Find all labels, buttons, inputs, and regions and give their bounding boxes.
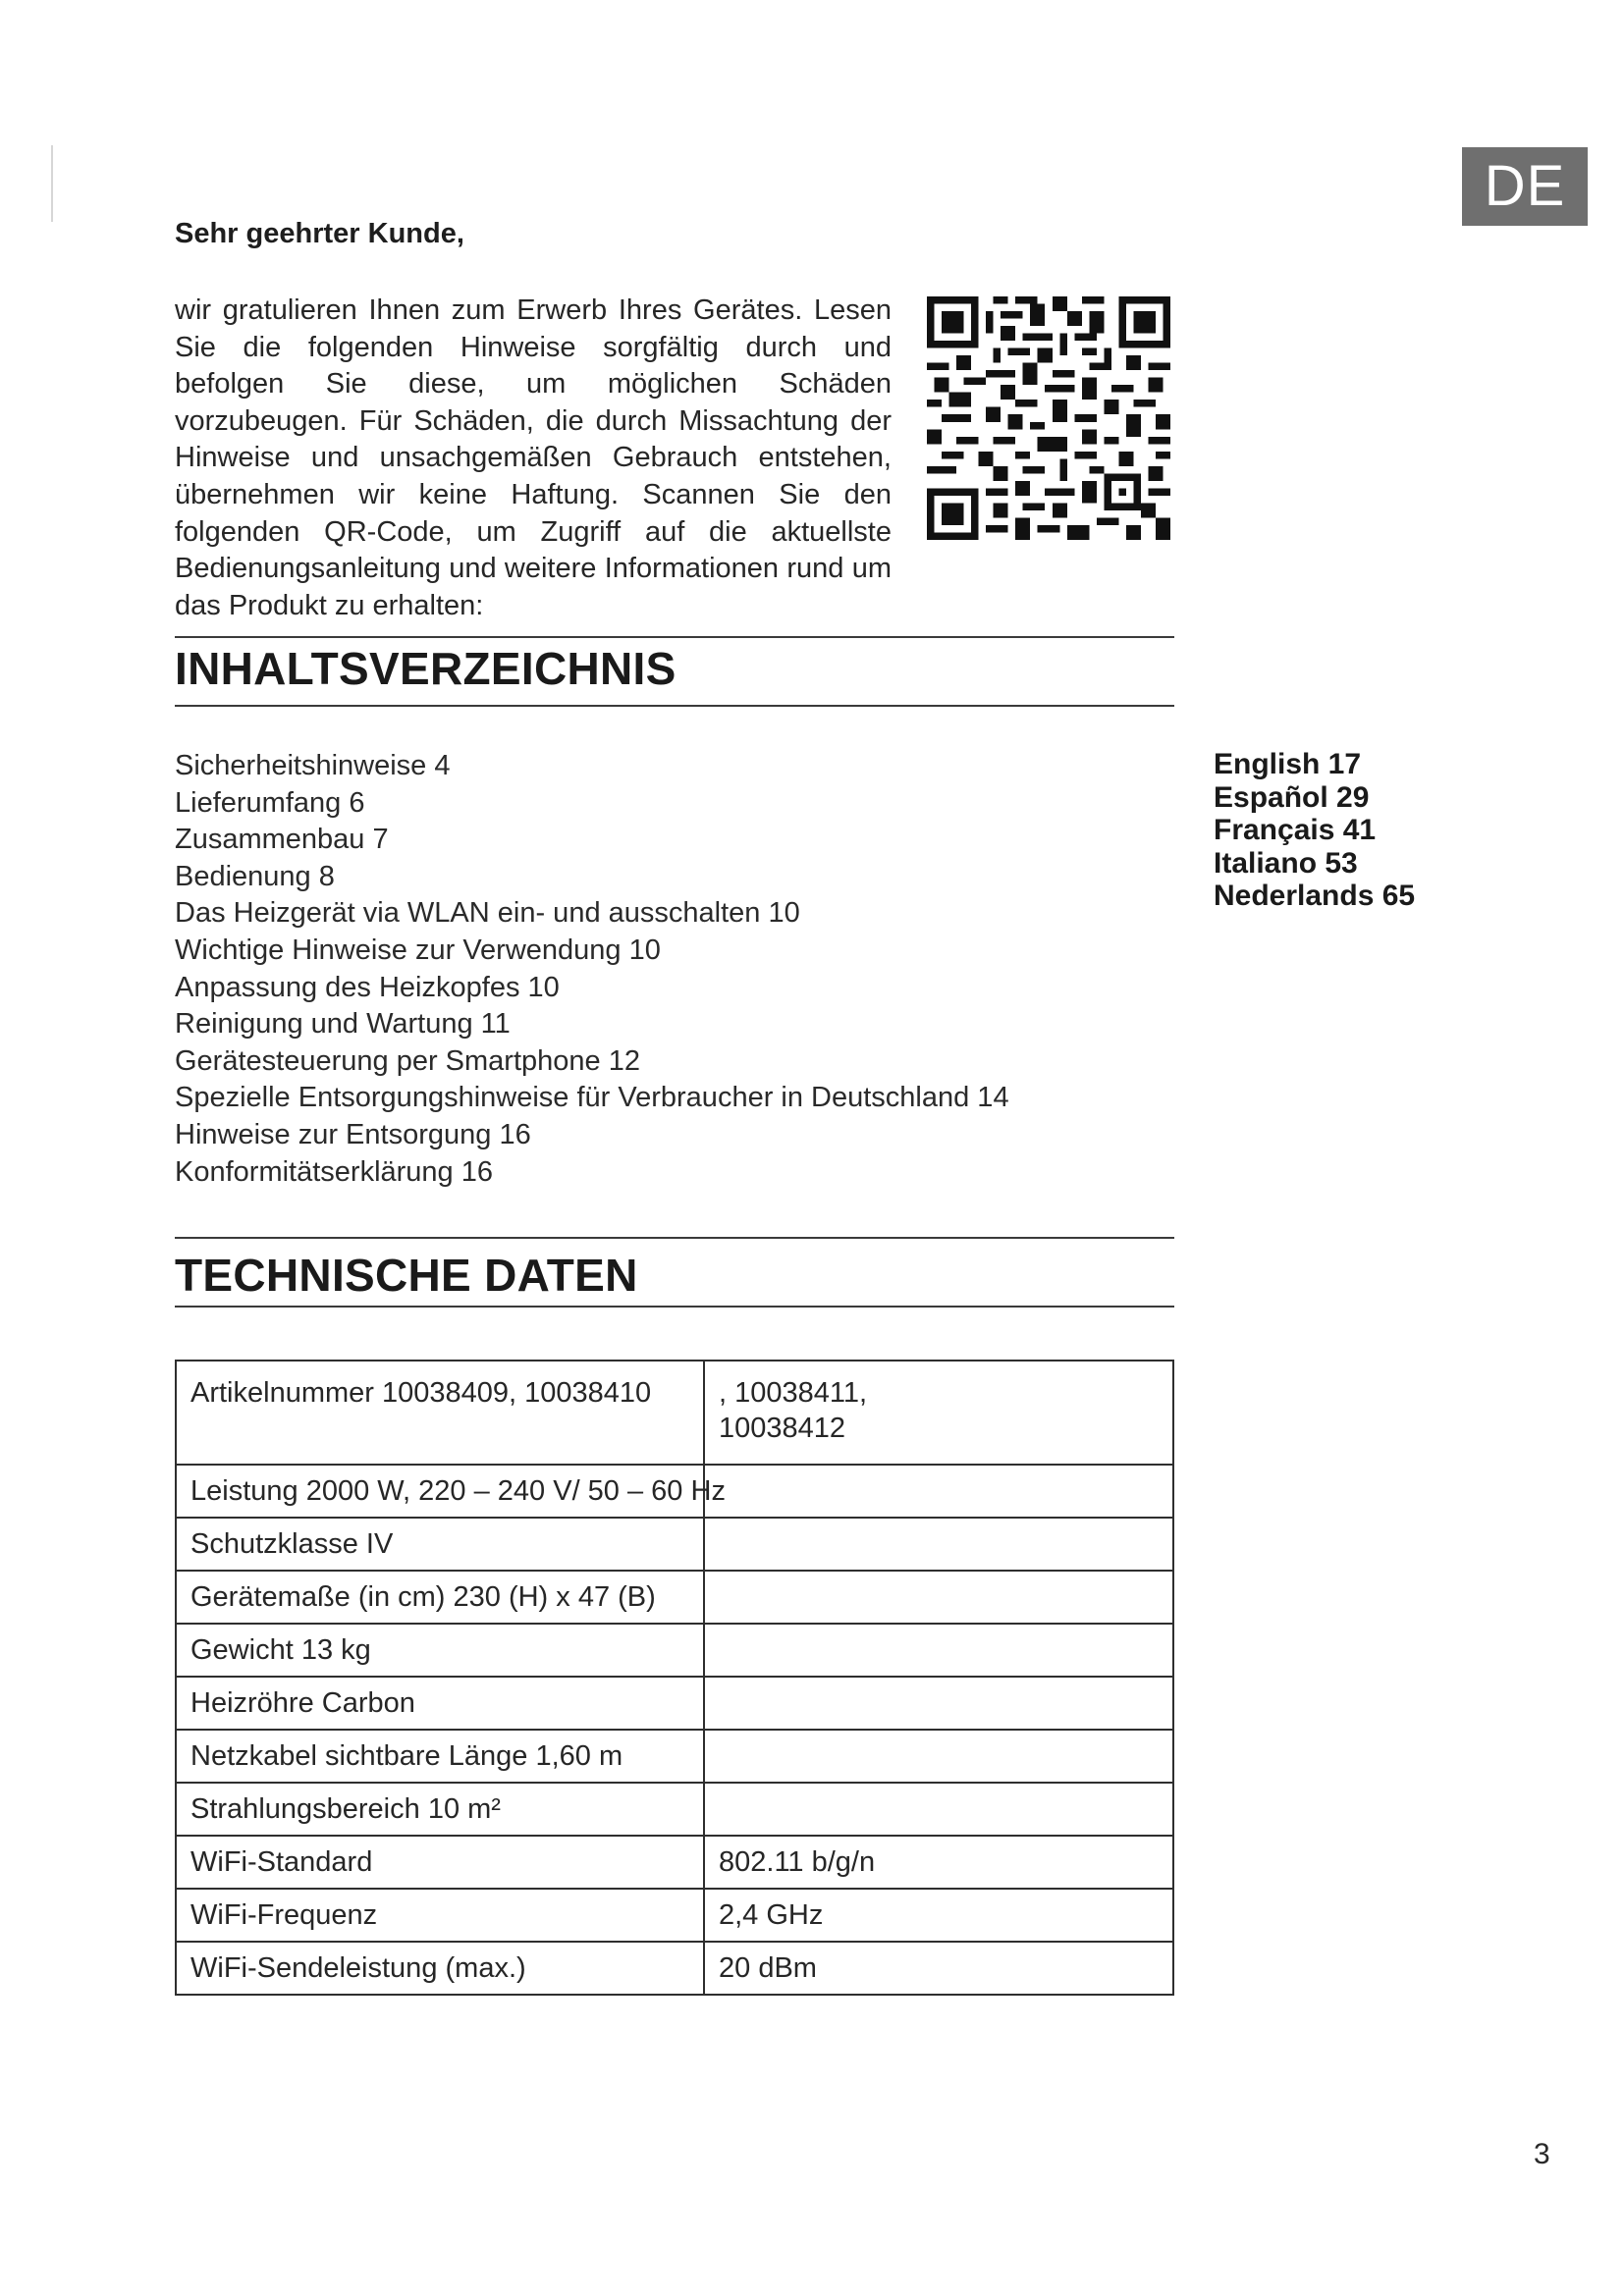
spec-label: WiFi-Sendeleistung (max.)	[176, 1942, 704, 1995]
toc-item-cleaning[interactable]: Reinigung und Wartung 11	[175, 1008, 511, 1041]
language-tab: DE	[1462, 147, 1588, 226]
table-row	[176, 1889, 1173, 1942]
spec-value	[704, 1571, 1173, 1624]
table-row	[176, 1518, 1173, 1571]
spec-value	[704, 1465, 1173, 1518]
page-number: 3	[1534, 2138, 1550, 2170]
spec-label: WiFi-Standard	[176, 1836, 704, 1889]
lang-link-italian[interactable]: Italiano 53	[1214, 846, 1358, 880]
tech-specs-table	[175, 1360, 1174, 1996]
toc-item-assembly[interactable]: Zusammenbau 7	[175, 824, 389, 856]
table-row	[176, 1783, 1173, 1836]
lang-link-dutch[interactable]: Nederlands 65	[1214, 880, 1416, 912]
table-row	[176, 1942, 1173, 1995]
tech-title: TECHNISCHE DATEN	[175, 1250, 638, 1301]
spec-value	[704, 1624, 1173, 1677]
margin-marker	[51, 145, 53, 222]
toc-item-usage-notes[interactable]: Wichtige Hinweise zur Verwendung 10	[175, 934, 661, 966]
toc-item-delivery[interactable]: Lieferumfang 6	[175, 786, 365, 819]
toc-item-disposal-germany[interactable]: Spezielle Entsorgungshinweise für Verbraucher in Deutschland 14	[175, 1082, 1009, 1114]
lang-link-spanish[interactable]: Español 29	[1214, 780, 1370, 814]
toc-item-smartphone[interactable]: Gerätesteuerung per Smartphone 12	[175, 1044, 640, 1077]
spec-label: Heizröhre Carbon	[176, 1677, 704, 1730]
toc-item-disposal[interactable]: Hinweise zur Entsorgung 16	[175, 1118, 531, 1150]
table-row	[176, 1571, 1173, 1624]
toc-item-wlan[interactable]: Das Heizgerät via WLAN ein- und ausschalten 10	[175, 897, 800, 930]
toc-title: INHALTSVERZEICHNIS	[175, 643, 677, 694]
table-row	[176, 1836, 1173, 1889]
spec-value: 20 dBm	[704, 1942, 1173, 1995]
spec-value	[704, 1677, 1173, 1730]
qr-code[interactable]	[927, 296, 1170, 540]
spec-label: Gerätemaße (in cm) 230 (H) x 47 (B)	[176, 1571, 704, 1624]
table-row	[176, 1730, 1173, 1783]
intro-paragraph: wir gratulieren Ihnen zum Erwerb Ihres Gerätes. Lesen Sie die folgenden Hinweise sorgfältig durch und befolgen Sie diese, um möglichen Schäden vorzubeugen. Für Schäden, die durch Missachtung der Hinweise und unsachgemäßen Gebrauch entstehen, übernehmen wir keine Haftung. Scannen Sie den folgenden QR-Code, um Zugriff auf die aktuellste Bedienungsanleitung und weitere Informationen rund um das Produkt zu erhalten:	[175, 294, 892, 621]
greeting: Sehr geehrter Kunde,	[175, 218, 464, 249]
toc-item-operation[interactable]: Bedienung 8	[175, 860, 335, 892]
table-row	[176, 1677, 1173, 1730]
lang-link-french[interactable]: Français 41	[1214, 814, 1377, 846]
spec-label: Netzkabel sichtbare Länge 1,60 m	[176, 1730, 704, 1783]
spec-value: 2,4 GHz	[704, 1889, 1173, 1942]
lang-link-english[interactable]: English 17	[1214, 748, 1362, 780]
toc-item-safety[interactable]: Sicherheitshinweise 4	[175, 750, 451, 781]
table-row	[176, 1624, 1173, 1677]
table-row	[176, 1361, 1173, 1465]
tech-rule-bottom	[175, 1306, 1174, 1308]
spec-label: Schutzklasse IV	[176, 1518, 704, 1571]
toc-rule-top	[175, 636, 1174, 638]
language-index	[1214, 748, 1415, 913]
toc-item-heating-head[interactable]: Anpassung des Heizkopfes 10	[175, 971, 560, 1003]
spec-label: Strahlungsbereich 10 m²	[176, 1783, 704, 1836]
spec-label: Gewicht 13 kg	[176, 1624, 704, 1677]
spec-label: Leistung 2000 W, 220 – 240 V/ 50 – 60 Hz	[176, 1465, 704, 1518]
toc-rule-bottom	[175, 705, 1174, 707]
spec-label: WiFi-Frequenz	[176, 1889, 704, 1942]
toc-item-conformity[interactable]: Konformitätserklärung 16	[175, 1155, 493, 1188]
tech-rule-top	[175, 1237, 1174, 1239]
table-row	[176, 1465, 1173, 1518]
spec-value: , 10038411, 10038412	[704, 1361, 1173, 1465]
spec-label: Artikelnummer 10038409, 10038410	[176, 1361, 704, 1465]
spec-value	[704, 1783, 1173, 1836]
spec-value: 802.11 b/g/n	[704, 1836, 1173, 1889]
spec-value	[704, 1518, 1173, 1571]
table-of-contents	[175, 748, 1009, 1191]
spec-value	[704, 1730, 1173, 1783]
